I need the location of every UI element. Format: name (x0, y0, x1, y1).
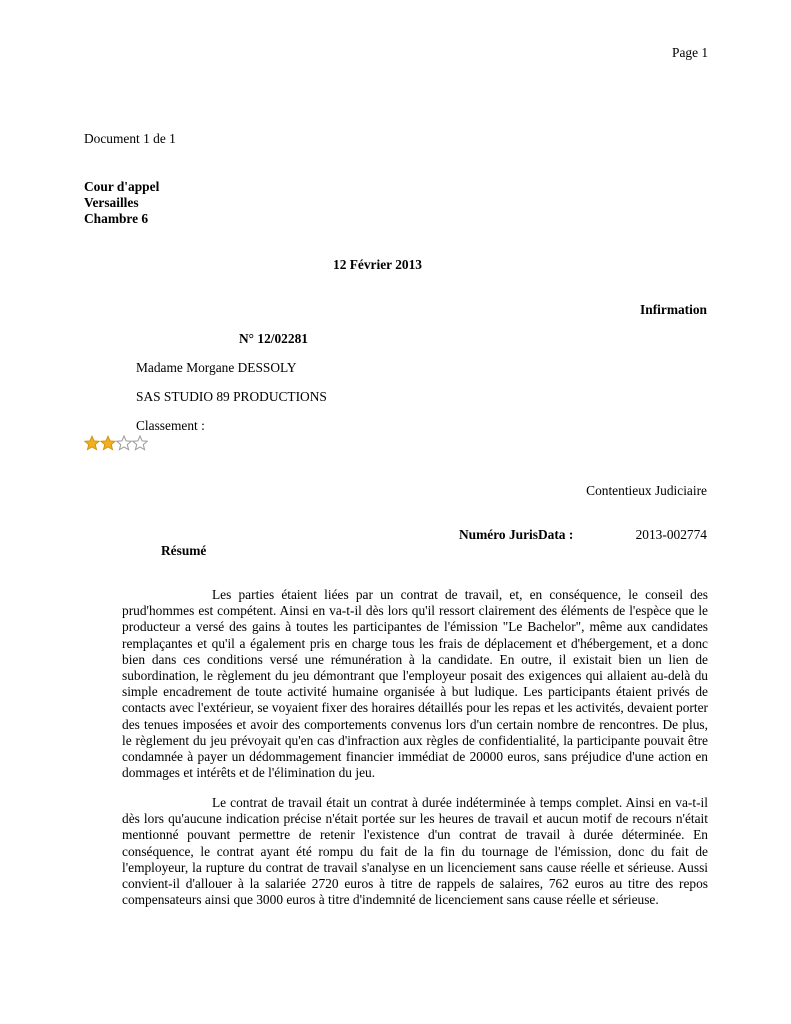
page-number: Page 1 (672, 45, 709, 60)
party-plaintiff: Madame Morgane DESSOLY (136, 360, 297, 375)
summary-heading: Résumé (161, 543, 207, 558)
decision-type: Infirmation (640, 302, 707, 317)
court-chamber: Chambre 6 (84, 211, 149, 226)
star-filled-icon (84, 435, 100, 451)
jurisdata-label: Numéro JurisData : (459, 527, 574, 542)
star-empty-icon (116, 435, 132, 451)
summary-paragraph-1: Les parties étaient liées par un contrat de travail, et, en conséquence, le conseil des prud'hommes est compétent. Ainsi en va-t-il dès lors qu'il ressort clairement des éléments de l'espèce que le producteur a versé des gains à toutes les participantes de l'émission "Le Bachelor", même aux candidates remplaçantes et qu'il a également pris en charge tous les frais de déplacement et d'hébergement, et a donc bien dans ces conditions versé une rémunération à la candidate. En outre, il existait bien un lien de subordination, le règlement du jeu démontrant que l'employeur posait des exigences qui allaient au-delà du simple encadrement de toute activité humaine organisée à but ludique. Les participants étaient privés de contacts avec l'extérieur, se voyaient fixer des horaires détaillés pour les repas et les activités, devaient porter des tenues imposées et avoir des comportements convenus lors d'un certain nombre de rencontres. De plus, le règlement du jeu prévoyait qu'en cas d'infraction aux règles de confidentialité, la participante pouvait être condamnée à payer un dédommagement financier immédiat de 20000 euros, sans préjudice d'une action en dommages et intérêts et de l'élimination du jeu. (122, 587, 708, 781)
ranking-stars (84, 435, 148, 451)
summary-paragraph-2: Le contrat de travail était un contrat à durée indéterminée à temps complet. Ainsi en va-t-il dès lors qu'aucune indication précise n'était portée sur les heures de travail et aucun motif de recours n'était mentionné pouvant permettre de retenir l'existence d'un contrat de travail à durée déterminée. En conséquence, le contrat ayant été rompu du fait de la fin du tournage de l'émission, donc du fait de l'employeur, la rupture du contrat de travail s'analyse en un licenciement sans cause réelle et sérieuse. Aussi convient-il d'allouer à la salariée 2720 euros à titre de rappels de salaires, 762 euros au titre des repos compensateurs ainsi que 3000 euros à titre d'indemnité de licenciement sans cause réelle et sérieuse. (122, 795, 708, 908)
category-label: Contentieux Judiciaire (586, 483, 707, 498)
party-defendant: SAS STUDIO 89 PRODUCTIONS (136, 389, 327, 404)
star-filled-icon (100, 435, 116, 451)
document-counter: Document 1 de 1 (84, 131, 176, 146)
ranking-label: Classement : (136, 418, 205, 433)
jurisdata-value: 2013-002774 (635, 527, 707, 542)
court-name: Cour d'appel (84, 179, 160, 194)
court-city: Versailles (84, 195, 139, 210)
star-empty-icon (132, 435, 148, 451)
decision-date: 12 Février 2013 (333, 257, 422, 272)
case-number: N° 12/02281 (239, 331, 308, 346)
